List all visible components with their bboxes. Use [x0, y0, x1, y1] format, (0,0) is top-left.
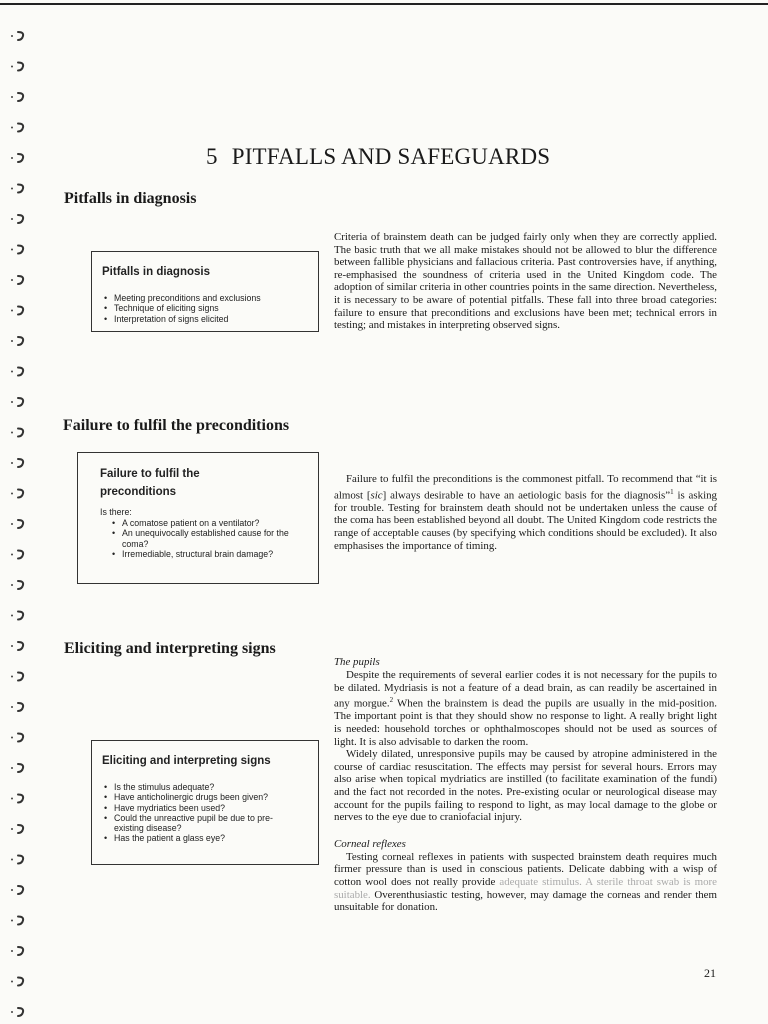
- binding-hole: [11, 249, 13, 251]
- paragraph-diagnosis: [334, 231, 717, 332]
- chapter-number: 5: [206, 144, 218, 169]
- binding-ring: [18, 93, 23, 101]
- heading-eliciting-signs: Eliciting and interpreting signs: [64, 640, 276, 657]
- reference-mark: 2: [389, 696, 394, 705]
- binding-ring: [18, 246, 23, 254]
- binding-ring: [18, 124, 23, 132]
- paragraph-run: Despite the requirements of several earlier codes it is not necessary for the pupils to be dilated. Mydriasis is not a feature of a dead brain, as can readily be ascertained in any morgue.: [334, 669, 717, 710]
- binding-hole: [11, 615, 13, 617]
- paragraph-text: [334, 851, 717, 914]
- binding-hole: [11, 35, 13, 37]
- paragraph-text: Criteria of brainstem death can be judged fairly only when they are correctly applied. The basic truth that we all make mistakes should not be allowed to blur the difference between fallible physicians and fallacious criteria. Past controversies have, if anything, re-emphasised the soundness of criteria used in the United Kingdom code. The adoption of similar criteria in other countries points in the same direction. Nevertheless, it is necessary to be aware of potential pitfalls. These fall into three broad categories: failure to ensure that preconditions and exclusions have been met; technical errors in testing; and mistakes in interpreting observed signs.: [334, 231, 717, 332]
- paragraph-corneal: [334, 851, 717, 914]
- binding-ring: [18, 825, 23, 833]
- binding-hole: [11, 66, 13, 68]
- paragraph-run: is asking for trouble. Testing for brainstem death should not be undertaken unless the cause of the coma has been established beyond all doubt. The United Kingdom code restricts the range of acceptable causes (by specifying which conditions should be excluded). It also emphasises the importance of timing.: [334, 489, 717, 552]
- binding-hole: [11, 188, 13, 190]
- binding-hole: [11, 127, 13, 129]
- binding-ring: [18, 642, 23, 650]
- binding-ring: [18, 551, 23, 559]
- binding-hole: [11, 584, 13, 586]
- box-list: [102, 293, 318, 324]
- paragraph-text: [334, 669, 717, 748]
- chapter-title: [206, 144, 550, 170]
- binding-ring: [18, 185, 23, 193]
- box-lead: Is there:: [100, 507, 132, 517]
- list-item: • Irremediable, structural brain damage?: [110, 549, 310, 559]
- binding-hole: [11, 279, 13, 281]
- heading-pitfalls-in-diagnosis: Pitfalls in diagnosis: [64, 190, 197, 207]
- summary-box-diagnosis: [91, 251, 319, 332]
- binding-ring: [18, 215, 23, 223]
- list-item: • Technique of eliciting signs: [102, 303, 318, 313]
- paragraph-run: When the brainstem is dead the pupils are usually in the mid-position. The important point is that they should show no response to light. A really bright light is needed: household torches or ophthalmoscopes should not be used as sources of light. It is also advisable to darken the room.: [334, 697, 717, 748]
- paragraph-text: [334, 473, 717, 552]
- chapter-title-text: PITFALLS AND SAFEGUARDS: [231, 144, 551, 169]
- summary-box-preconditions: [77, 452, 319, 584]
- box-title-line-2: preconditions: [100, 486, 177, 498]
- binding-ring: [18, 764, 23, 772]
- paragraph-pupils: [334, 669, 717, 824]
- binding-hole: [11, 859, 13, 861]
- binding-hole: [11, 767, 13, 769]
- paragraph-run: Overenthusiastic testing, however, may damage the corneas and render them unsuitable for donation.: [334, 888, 717, 914]
- binding-ring: [18, 307, 23, 315]
- list-item: • Is the stimulus adequate?: [102, 782, 302, 792]
- binding-ring: [18, 276, 23, 284]
- box-title: Pitfalls in diagnosis: [102, 266, 210, 278]
- binding-hole: [11, 920, 13, 922]
- binding-hole: [11, 981, 13, 983]
- paragraph-run: ] always desirable to have an aetiologic basis for the diagnosis”: [382, 489, 671, 502]
- list-item: • Have mydriatics been used?: [102, 803, 302, 813]
- paragraph-run: Testing corneal reflexes in patients with suspected brainstem death requires much firmer pressure than is used in conscious patients. Delicate dabbing with a wisp of cotton wool does not really provide: [334, 850, 717, 888]
- binding-ring: [18, 459, 23, 467]
- list-item: • Have anticholinergic drugs been given?: [102, 792, 302, 802]
- binding-hole: [11, 96, 13, 98]
- binding-hole: [11, 310, 13, 312]
- binding-ring: [18, 917, 23, 925]
- binding-hole: [11, 1011, 13, 1013]
- reference-mark: 1: [670, 487, 674, 496]
- binding-hole: [11, 950, 13, 952]
- binding-hole: [11, 157, 13, 159]
- binding-hole: [11, 401, 13, 403]
- binding-ring: [18, 429, 23, 437]
- binding-ring: [18, 490, 23, 498]
- binding-hole: [11, 371, 13, 373]
- summary-box-signs: [91, 740, 319, 865]
- binding-ring: [18, 978, 23, 986]
- binding-ring: [18, 63, 23, 71]
- list-item: • Has the patient a glass eye?: [102, 833, 302, 843]
- binding-ring: [18, 1008, 23, 1016]
- binding-ring: [18, 520, 23, 528]
- binding-hole: [11, 462, 13, 464]
- binding-hole: [11, 523, 13, 525]
- binding-ring: [18, 703, 23, 711]
- binding-ring: [18, 886, 23, 894]
- binding-ring: [18, 795, 23, 803]
- subheading-corneal-reflexes: Corneal reflexes: [334, 837, 406, 850]
- binding-ring: [18, 856, 23, 864]
- binding-ring: [18, 32, 23, 40]
- box-list: [100, 518, 310, 559]
- binding-hole: [11, 889, 13, 891]
- list-item: • Meeting preconditions and exclusions: [102, 293, 318, 303]
- binding-hole: [11, 737, 13, 739]
- binding-hole: [11, 218, 13, 220]
- binding-ring: [18, 398, 23, 406]
- signs-text-column: [334, 656, 717, 914]
- box-title-line-1: Failure to fulfil the: [100, 468, 200, 480]
- list-item: • An unequivocally established cause for the coma?: [110, 528, 310, 549]
- binding-hole: [11, 828, 13, 830]
- binding-hole: [11, 493, 13, 495]
- binding-ring: [18, 947, 23, 955]
- binding-hole: [11, 554, 13, 556]
- heading-failure-preconditions: Failure to fulfil the preconditions: [63, 417, 290, 434]
- paragraph-preconditions: [334, 473, 717, 552]
- binding-ring: [18, 368, 23, 376]
- binding-hole: [11, 645, 13, 647]
- binding-ring: [18, 337, 23, 345]
- binding-ring: [18, 734, 23, 742]
- binding-ring: [18, 673, 23, 681]
- binding-ring: [18, 612, 23, 620]
- box-list: [102, 782, 302, 844]
- list-item: • Could the unreactive pupil be due to pre-existing disease?: [102, 813, 302, 834]
- binding-hole: [11, 798, 13, 800]
- sic-italic: sic: [370, 489, 383, 502]
- binding-hole: [11, 676, 13, 678]
- paragraph-text: Widely dilated, unresponsive pupils may be caused by atropine administered in the course of cardiac resuscitation. The effects may persist for several hours. Errors may also arise when topical mydriatics are instilled (to facilitate examination of the fundi) and the fact not recorded in the notes. Pre-existing ocular or neurological disease may account for the pupils failing to respond to light, as may local damage to the globe or nerves to the eye due to craniofacial injury.: [334, 748, 717, 824]
- subheading-pupils: The pupils: [334, 656, 380, 668]
- page-number: 21: [704, 966, 716, 980]
- box-title: Eliciting and interpreting signs: [102, 755, 271, 767]
- faint-text: adequate stimulus. A sterile throat swab is more suitable.: [334, 875, 717, 901]
- list-item: • Interpretation of signs elicited: [102, 314, 318, 324]
- binding-hole: [11, 706, 13, 708]
- binding-hole: [11, 340, 13, 342]
- list-item: • A comatose patient on a ventilator?: [110, 518, 310, 528]
- binding-ring: [18, 581, 23, 589]
- spiral-binding: [0, 0, 40, 1024]
- binding-hole: [11, 432, 13, 434]
- paragraph-run: Failure to fulfil the preconditions is the commonest pitfall. To recommend that “it is almost [: [334, 473, 717, 502]
- binding-ring: [18, 154, 23, 162]
- top-rule: [0, 3, 768, 5]
